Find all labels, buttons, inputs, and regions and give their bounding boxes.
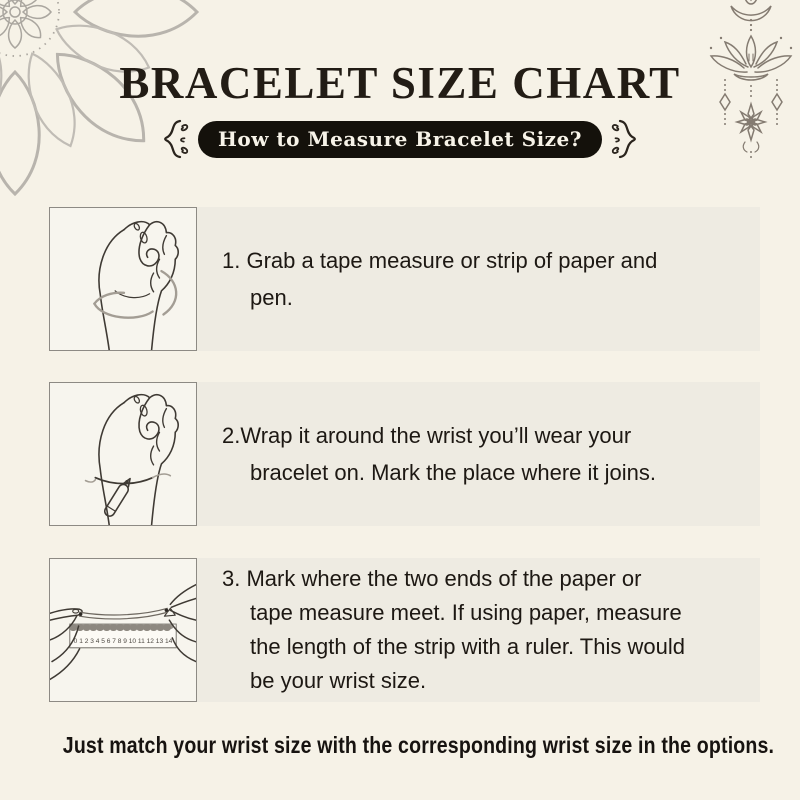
subtitle-badge-row [0,112,800,166]
step-text-line: the length of the strip with a ruler. This would [250,634,685,659]
fist-with-bracelet-icon [49,207,197,351]
step-text-line: 2.Wrap it around the wrist you’ll wear your [222,423,632,448]
footer-note [0,732,800,759]
how-to-measure-badge: How to Measure Bracelet Size? [198,121,602,158]
step-text-line: 3. Mark where the two ends of the paper or [222,566,642,591]
step-row-1 [49,207,760,351]
page-title: BRACELET SIZE CHART [119,58,681,108]
footer-note-text: Just match your wrist size with the corresponding wrist size in the options. [62,732,775,758]
step-text-line: bracelet on. Mark the place where it joins. [250,460,656,485]
step-text-line: 1. Grab a tape measure or strip of paper and [222,248,658,273]
ruler-numbers: 0 1 2 3 4 5 6 7 8 9 10 11 12 13 14 [73,637,173,645]
step-3-text [222,562,756,698]
step-1-text [222,242,756,316]
flourish-right-icon [611,113,644,165]
step-row-2 [49,382,760,526]
flourish-left-icon [156,113,189,165]
step-text-line: be your wrist size. [250,668,427,693]
step-text-line: pen. [250,285,293,310]
step-text-line: tape measure meet. If using paper, measure [250,600,682,625]
step-2-text [222,417,756,491]
fist-with-pen-marking-wrist-icon [49,382,197,526]
hands-ruler-measure-icon [49,558,197,702]
step-row-3 [49,558,760,702]
